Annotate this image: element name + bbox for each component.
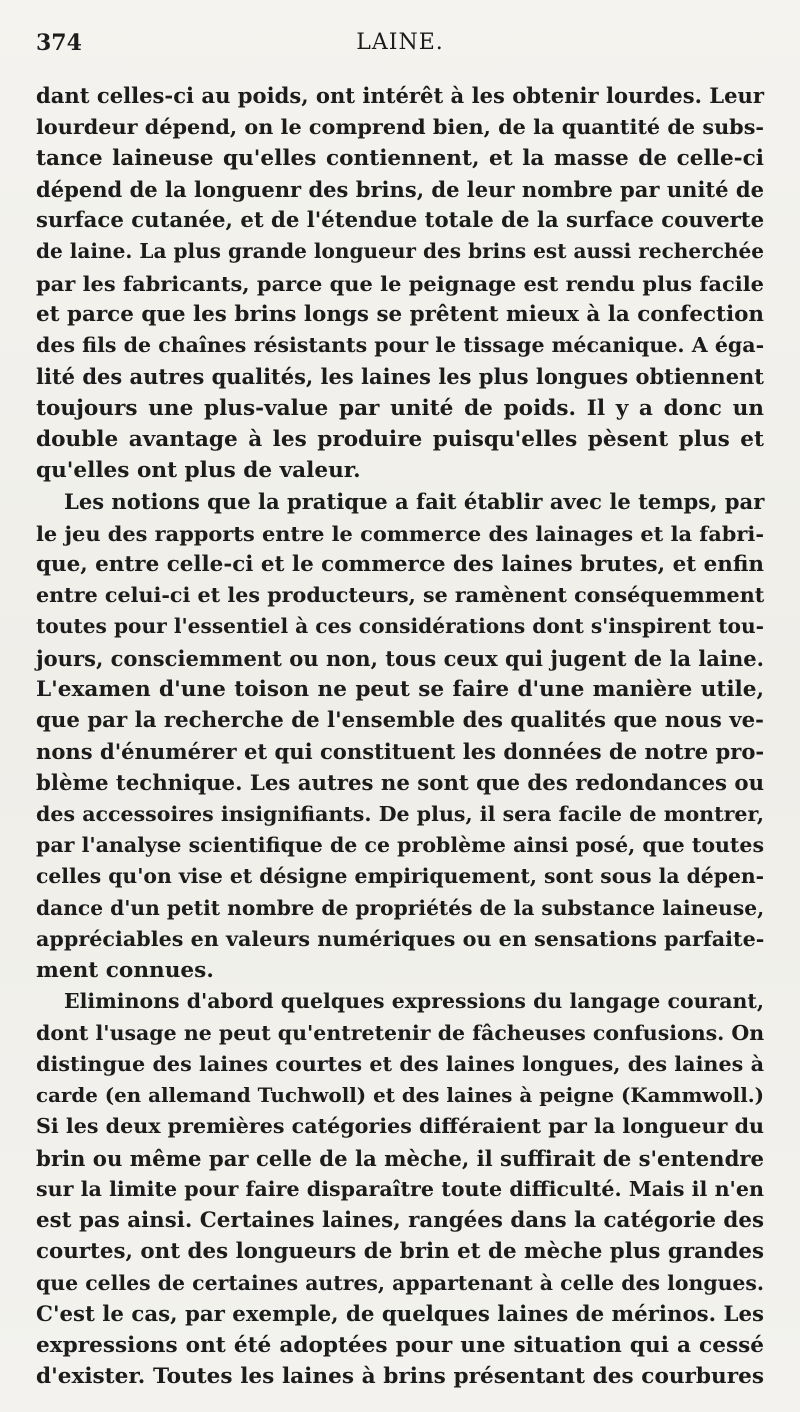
text-line: blème technique. Les autres ne sont que des redondances ou: [36, 770, 765, 796]
text-line: courtes, ont des longueurs de brin et de mèche plus grandes: [36, 1239, 764, 1265]
text-line: d'exister. Toutes les laines à brins présentant des courbures: [36, 1364, 764, 1390]
text-line: Les notions que la pratique a fait établir avec le temps, par: [64, 489, 765, 515]
body-text: [36, 80, 764, 1393]
text-line: des accessoires insignifiants. De plus, il sera facile de montrer,: [36, 801, 764, 826]
text-line: est pas ainsi. Certaines laines, rangées dans la catégorie des: [36, 1208, 764, 1233]
text-line: C'est le cas, par exemple, de quelques laines de mérinos. Les: [36, 1301, 764, 1327]
text-line: et parce que les brins longs se prêtent mieux à la confection: [36, 301, 764, 327]
text-line: que par la recherche de l'ensemble des qualités que nous ve-: [36, 708, 764, 733]
text-line: Si les deux premières catégories différaient par la longueur du: [36, 1114, 765, 1139]
text-line: tance laineuse qu'elles contiennent, et la masse de celle-ci: [36, 145, 764, 171]
text-line: toujours une plus-value par unité de poids. Il y a donc un: [36, 395, 764, 421]
text-line: sur la limite pour faire disparaître toute difficulté. Mais il n'en: [36, 1176, 764, 1201]
text-line: distingue des laines courtes et des laines longues, des laines à: [36, 1051, 764, 1076]
text-line: appréciables en valeurs numériques ou en sensations parfaite-: [36, 926, 765, 951]
text-line: toutes pour l'essentiel à ces considérations dont s'inspirent tou-: [36, 614, 764, 639]
text-line: qu'elles ont plus de valeur.: [36, 458, 361, 483]
text-line: des fils de chaînes résistants pour le tissage mécanique. A éga-: [36, 333, 765, 357]
text-line: que celles de certaines autres, appartenant à celle des longues.: [36, 1270, 764, 1295]
running-title: LAINE.: [356, 30, 444, 55]
text-line: carde (en allemand Tuchwoll) et des laines à peigne (Kammwoll.): [36, 1083, 764, 1107]
text-line: le jeu des rapports entre le commerce des lainages et la fabri-: [36, 520, 764, 546]
text-line: dont l'usage ne peut qu'entretenir de fâcheuses confusions. On: [36, 1020, 765, 1045]
text-line: par les fabricants, parce que le peignage est rendu plus facile: [36, 270, 764, 296]
text-line: entre celui-ci et les producteurs, se ramènent conséquemment: [36, 583, 765, 607]
text-line: surface cutanée, et de l'étendue totale de la surface couverte: [36, 208, 765, 233]
text-line: nons d'énumérer et qui constituent les données de notre pro-: [36, 739, 765, 765]
text-line: que, entre celle-ci et le commerce des laines brutes, et enfin: [36, 551, 764, 577]
page-number: 374: [36, 30, 82, 56]
text-line: jours, consciemment ou non, tous ceux qui jugent de la laine.: [36, 645, 764, 671]
text-line: celles qu'on vise et désigne empiriquement, sont sous la dépen-: [36, 864, 765, 889]
text-line: Eliminons d'abord quelques expressions du langage courant,: [64, 989, 764, 1014]
text-line: de laine. La plus grande longueur des brins est aussi recherchée: [36, 239, 764, 264]
text-line: expressions ont été adoptées pour une situation qui a cessé: [36, 1333, 764, 1358]
text-line: dépend de la longuenr des brins, de leur nombre par unité de: [36, 176, 764, 202]
text-line: lourdeur dépend, on le comprend bien, de la quantité de subs-: [36, 114, 764, 140]
text-line: par l'analyse scientifique de ce problème ainsi posé, que toutes: [36, 833, 764, 857]
text-line: lité des autres qualités, les laines les plus longues obtiennent: [36, 364, 764, 390]
text-line: double avantage à les produire puisqu'elles pèsent plus et: [36, 426, 764, 452]
text-line: brin ou même par celle de la mèche, il suffirait de s'entendre: [36, 1145, 765, 1171]
text-line: L'examen d'une toison ne peut se faire d'une manière utile,: [36, 676, 764, 702]
text-line: dant celles-ci au poids, ont intérêt à les obtenir lourdes. Leur: [36, 83, 764, 108]
running-head: [36, 30, 764, 60]
text-line: ment connues.: [36, 958, 214, 983]
text-line: dance d'un petit nombre de propriétés de la substance laineuse,: [36, 895, 765, 920]
